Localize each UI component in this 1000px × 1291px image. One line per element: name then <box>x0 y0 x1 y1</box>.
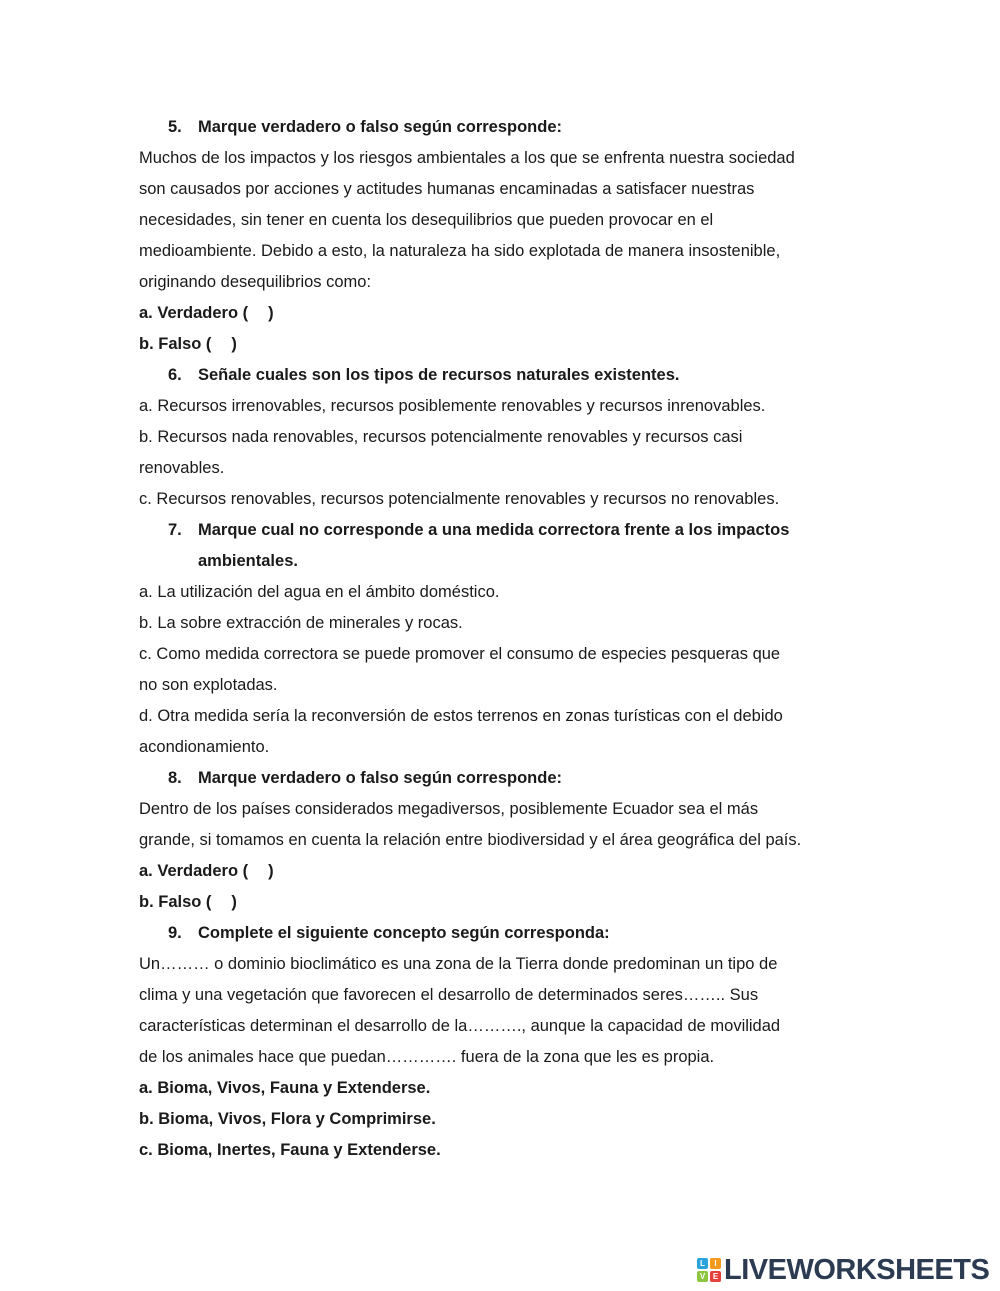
q8-option-true: a. Verdadero ( ) <box>139 856 899 887</box>
q8-false-answer-box[interactable] <box>211 892 231 914</box>
q5-text-line: medioambiente. Debido a esto, la naturaleza ha sido explotada de manera insostenible, <box>139 242 781 260</box>
q9-text-line: clima y una vegetación que favorecen el desarrollo de determinados seres…….. Sus <box>139 986 759 1004</box>
liveworksheets-wordmark: LIVEWORKSHEETS <box>724 1253 990 1286</box>
q6-option-a[interactable]: a. Recursos irrenovables, recursos posiblemente renovables y recursos inrenovables. <box>139 397 766 415</box>
q5-false-answer-box[interactable] <box>211 334 231 356</box>
q6-option-b-continued[interactable]: renovables. <box>139 459 225 477</box>
q9-option-c[interactable]: c. Bioma, Inertes, Fauna y Extenderse. <box>139 1141 441 1159</box>
q7-option-d-continued[interactable]: acondionamiento. <box>139 738 270 756</box>
q9-text-line: Un……… o dominio bioclimático es una zona de la Tierra donde predominan un tipo de <box>139 955 778 973</box>
logo-tile-e: E <box>710 1271 721 1282</box>
q8-true-answer-box[interactable] <box>248 861 268 883</box>
q5-option-true: a. Verdadero ( ) <box>139 298 899 329</box>
q5-text-line: Muchos de los impactos y los riesgos ambientales a los que se enfrenta nuestra sociedad <box>139 149 795 167</box>
q9-heading: 9. Complete el siguiente concepto según corresponda: <box>168 924 610 942</box>
q8-option-false: b. Falso ( ) <box>139 887 899 918</box>
q6-heading: 6. Señale cuales son los tipos de recursos naturales existentes. <box>168 366 680 384</box>
logo-tile-i: I <box>710 1258 721 1269</box>
q5-heading: 5. Marque verdadero o falso según corresponde: <box>168 118 562 136</box>
q6-option-c[interactable]: c. Recursos renovables, recursos potencialmente renovables y recursos no renovables. <box>139 490 780 508</box>
q8-heading: 8. Marque verdadero o falso según corresponde: <box>168 769 562 787</box>
q7-option-c-continued[interactable]: no son explotadas. <box>139 676 278 694</box>
logo-tile-v: V <box>697 1271 708 1282</box>
q9-text-line: características determinan el desarrollo de la………., aunque la capacidad de movilidad <box>139 1017 781 1035</box>
q7-heading-continued: ambientales. <box>198 552 298 570</box>
liveworksheets-logo <box>697 1255 989 1285</box>
q7-heading: 7. Marque cual no corresponde a una medida correctora frente a los impactos <box>168 521 790 539</box>
q9-text-line: de los animales hace que puedan…………. fuera de la zona que les es propia. <box>139 1048 715 1066</box>
q5-text-line: originando desequilibrios como: <box>139 273 372 291</box>
q5-text-line: son causados por acciones y actitudes humanas encaminadas a satisfacer nuestras <box>139 180 755 198</box>
q7-option-c[interactable]: c. Como medida correctora se puede promover el consumo de especies pesqueras que <box>139 645 781 663</box>
worksheet-page <box>139 112 899 1166</box>
q5-text-line: necesidades, sin tener en cuenta los desequilibrios que pueden provocar en el <box>139 211 714 229</box>
q7-option-d[interactable]: d. Otra medida sería la reconversión de estos terrenos en zonas turísticas con el debido <box>139 707 783 725</box>
q7-option-b[interactable]: b. La sobre extracción de minerales y rocas. <box>139 614 463 632</box>
q7-option-a[interactable]: a. La utilización del agua en el ámbito doméstico. <box>139 583 500 601</box>
q5-option-false: b. Falso ( ) <box>139 329 899 360</box>
q6-option-b[interactable]: b. Recursos nada renovables, recursos potencialmente renovables y recursos casi <box>139 428 743 446</box>
logo-tile-l: L <box>697 1258 708 1269</box>
liveworksheets-logo-icon <box>697 1258 721 1282</box>
q9-option-a[interactable]: a. Bioma, Vivos, Fauna y Extenderse. <box>139 1079 431 1097</box>
q5-true-answer-box[interactable] <box>248 303 268 325</box>
q9-option-b[interactable]: b. Bioma, Vivos, Flora y Comprimirse. <box>139 1110 436 1128</box>
q8-text-line: grande, si tomamos en cuenta la relación entre biodiversidad y el área geográfica del país. <box>139 831 802 849</box>
q8-text-line: Dentro de los países considerados megadiversos, posiblemente Ecuador sea el más <box>139 800 759 818</box>
